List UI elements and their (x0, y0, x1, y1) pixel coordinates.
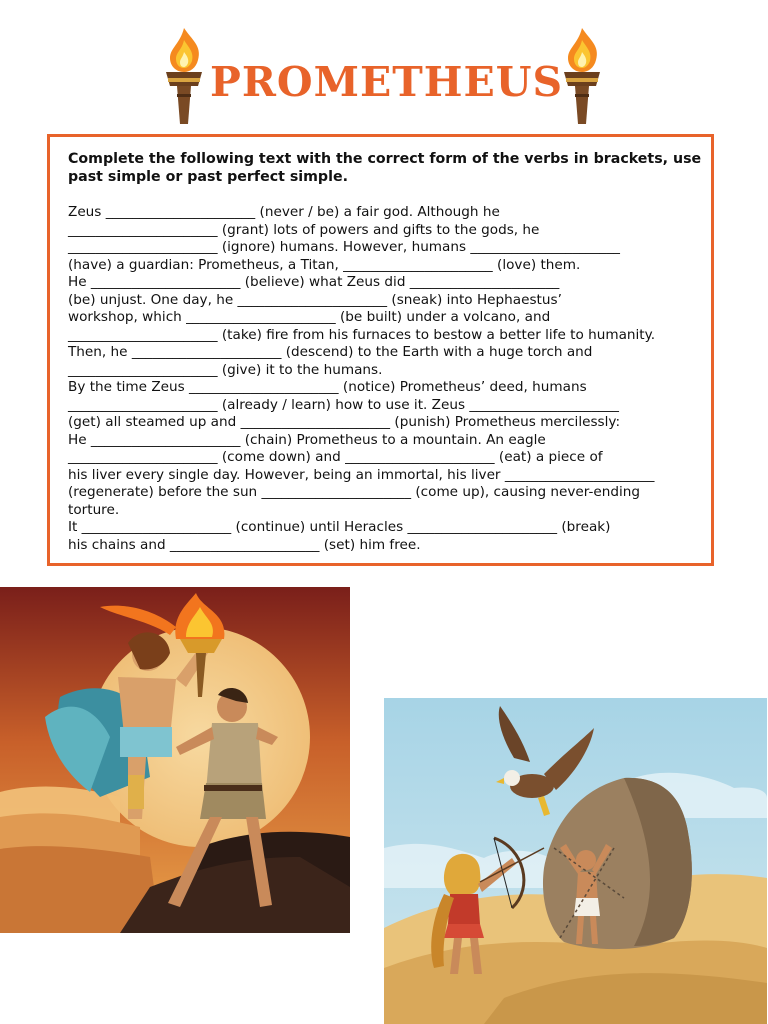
exercise-card (47, 134, 714, 566)
exercise-line: workshop, which ______________________ (be built) under a volcano, and (68, 309, 551, 325)
exercise-line: (regenerate) before the sun ______________________ (come up), causing never-ending (68, 484, 641, 500)
prometheus-giving-fire-illustration (0, 587, 350, 933)
exercise-line: (have) a guardian: Prometheus, a Titan, ______________________ (love) them. (68, 256, 581, 273)
exercise-line: ______________________ (already / learn) how to use it. Zeus ______________________ (68, 396, 619, 413)
exercise-line: Zeus ______________________ (never / be) a fair god. Although he (68, 204, 500, 220)
torch-icon (162, 26, 206, 126)
exercise-line: ______________________ (give) it to the humans. (68, 361, 383, 378)
exercise-line: ______________________ (grant) lots of powers and gifts to the gods, he (68, 221, 540, 238)
exercise-line: torture. (68, 501, 120, 518)
prometheus-chained-eagle-heracles-illustration (384, 698, 767, 1024)
exercise-line: By the time Zeus ______________________ (notice) Prometheus’ deed, humans (68, 379, 587, 395)
torch-icon (560, 26, 604, 126)
exercise-line: ______________________ (ignore) humans. However, humans ______________________ (68, 239, 620, 255)
exercise-line: his liver every single day. However, being an immortal, his liver ______________________ (68, 466, 655, 483)
exercise-line: ______________________ (take) fire from his furnaces to bestow a better life to humanity. (68, 326, 656, 343)
exercise-line: It ______________________ (continue) until Heracles ______________________ (break) (68, 519, 611, 535)
page-header (0, 18, 768, 128)
exercise-line: his chains and ______________________ (set) him free. (68, 536, 421, 553)
exercise-line: He ______________________ (believe) what Zeus did ______________________ (68, 274, 560, 290)
exercise-line: ______________________ (come down) and ______________________ (eat) a piece of (68, 449, 603, 465)
exercise-instructions: Complete the following text with the correct form of the verbs in brackets, use past simple or past perfect simple. (68, 151, 702, 185)
exercise-line: (be) unjust. One day, he ______________________ (sneak) into Hephaestus’ (68, 291, 562, 308)
exercise-text (68, 204, 708, 554)
exercise-line: Then, he ______________________ (descend) to the Earth with a huge torch and (68, 344, 593, 360)
exercise-line: He ______________________ (chain) Prometheus to a mountain. An eagle (68, 431, 546, 448)
page-title: PROMETHEUS (210, 58, 564, 106)
exercise-line: (get) all steamed up and ______________________ (punish) Prometheus mercilessly: (68, 414, 621, 430)
